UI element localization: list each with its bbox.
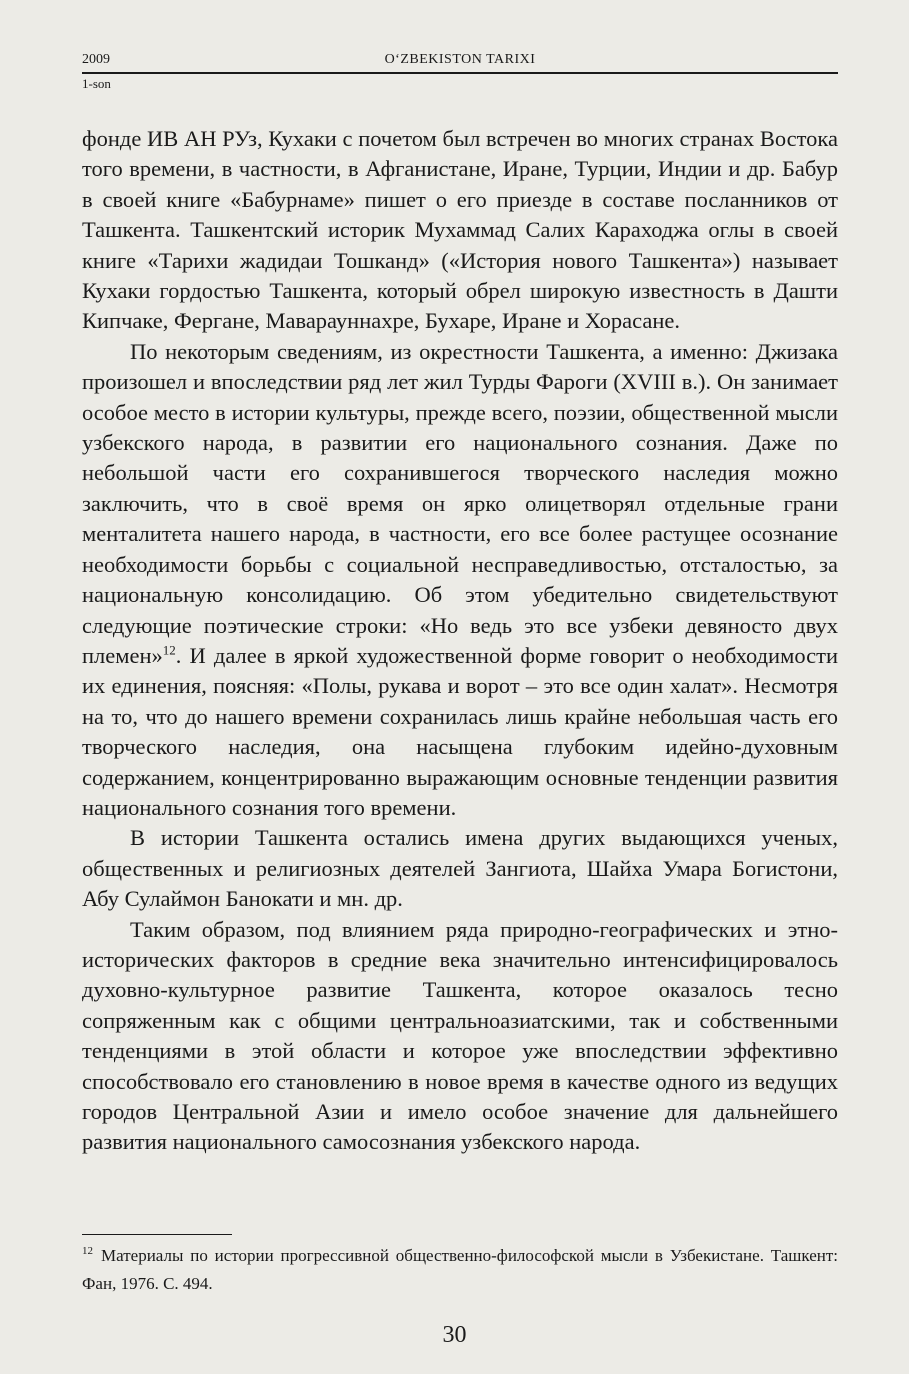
paragraph-2 <box>82 337 838 824</box>
body-text <box>82 124 838 1158</box>
page-number: 30 <box>442 1322 467 1348</box>
header-year: 2009 <box>82 52 110 67</box>
footnote-number: 12 <box>82 1245 93 1258</box>
paragraph-1: фонде ИВ АН РУз, Кухаки с почетом был встречен во многих странах Востока того времени, в частности, в Афганистане, Иране, Турции, Индии и др. Бабур в своей книге «Бабурнаме» пишет о его приезде в составе посланников от Ташкента. Ташкентский историк Мухаммад Салих Караходжа оглы в своей книге «Тарихи жадидаи Тошканд» («История нового Ташкента») называет Кухаки гордостью Ташкента, который обрел широкую известность в Дашти Кипчаке, Фергане, Маварауннахре, Бухаре, Иране и Хорасане. <box>82 126 838 334</box>
paragraph-2-text-before: По некоторым сведениям, из окрестности Ташкента, а именно: Джизака произошел и впоследствии ряд лет жил Турды Фароги (XVIII в.). Он занимает особое место в истории культуры, прежде всего, поэзии, общественной мысли узбекского народа, в развитии его национального сознания. Даже по небольшой части его сохранившегося творческого наследия можно заключить, что в своё время он ярко олицетворял отдельные грани менталитета нашего народа, в частности, его все более растущее осознание необходимости борьбы с социальной несправедливостью, отсталостью, за национальную консолидацию. Об этом убедительно свидетельствуют следующие поэтические строки: «Но ведь это все узбеки девяносто двух племен» <box>82 338 838 668</box>
footnote-rule <box>82 1234 232 1235</box>
paragraph-2-text-after: . И далее в яркой художественной форме говорит о необходимости их единения, поясняя: «Полы, рукава и ворот – это все один халат». Несмотря на то, что до нашего времени сохранилась лишь крайне небольшая часть его творческого наследия, она насыщена глубоким идейно-духовным содержанием, концентрированно выражающим основные тенденции развития национального сознания того времени. <box>82 642 838 820</box>
footnote-reference[interactable]: 12 <box>162 642 176 658</box>
header-journal-title: O‘ZBEKISTON TARIXI <box>384 52 536 67</box>
footnote-text: Материалы по истории прогрессивной общественно-философской мысли в Узбекистане. Ташкент: Фан, 1976. С. 494. <box>82 1246 838 1293</box>
paragraph-4: Таким образом, под влиянием ряда природно-географических и этно-исторических факторов в средние века значительно интенсифицировалось духовно-культурное развитие Ташкента, которое оказалось тесно сопряженным как с общими центральноазиатскими, так и собственными тенденциями в этой области и которое уже впоследствии эффективно способствовало его становлению в новое время в качестве одного из ведущих городов Центральной Азии и имело особое значение для дальнейшего развития национального самосознания узбекского народа. <box>82 916 838 1155</box>
footnote <box>82 1242 838 1298</box>
header-issue: 1-son <box>82 76 111 91</box>
paragraph-3: В истории Ташкента остались имена других выдающихся ученых, общественных и религиозных деятелей Зангиота, Шайха Умара Богистони, Абу Сулаймон Банокати и мн. др. <box>82 825 838 912</box>
header-rule <box>82 72 838 74</box>
